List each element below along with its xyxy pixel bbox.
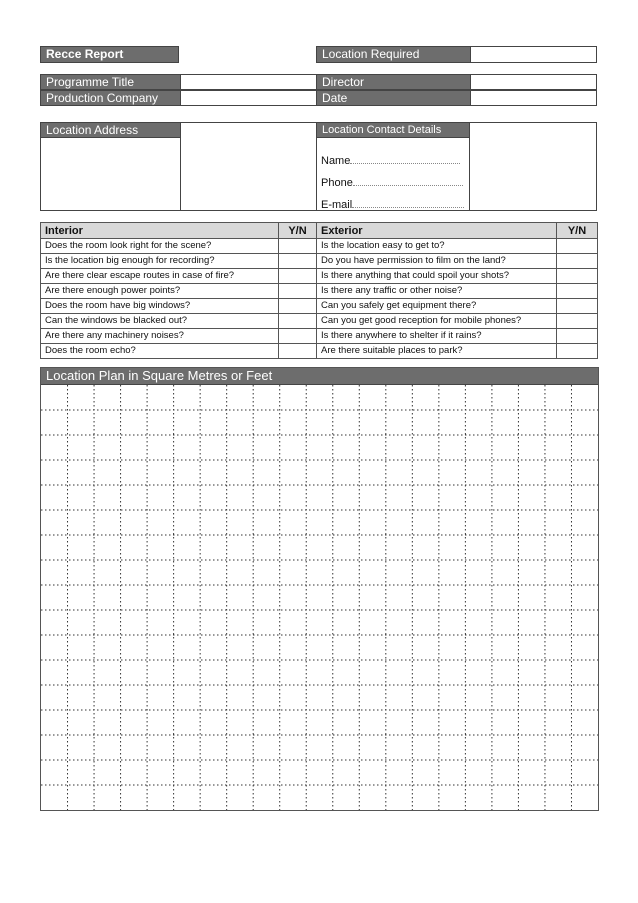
interior-header: Interior bbox=[41, 223, 279, 239]
interior-yn-cell[interactable] bbox=[279, 239, 317, 254]
email-field[interactable] bbox=[321, 198, 464, 211]
interior-yn-cell[interactable] bbox=[279, 254, 317, 269]
exterior-yn-cell[interactable] bbox=[557, 314, 598, 329]
interior-yn-cell[interactable] bbox=[279, 344, 317, 359]
exterior-yn-cell[interactable] bbox=[557, 299, 598, 314]
interior-yn-cell[interactable] bbox=[279, 329, 317, 344]
date-field[interactable] bbox=[470, 90, 597, 106]
exterior-question: Are there suitable places to park? bbox=[317, 344, 557, 359]
director-field[interactable] bbox=[470, 74, 597, 90]
exterior-yn-cell[interactable] bbox=[557, 284, 598, 299]
location-required-label: Location Required bbox=[316, 46, 471, 63]
interior-question: Can the windows be blacked out? bbox=[41, 314, 279, 329]
checklist-row bbox=[41, 284, 598, 299]
exterior-question: Is there anywhere to shelter if it rains? bbox=[317, 329, 557, 344]
exterior-question: Can you get good reception for mobile phones? bbox=[317, 314, 557, 329]
interior-yn-cell[interactable] bbox=[279, 269, 317, 284]
interior-question: Does the room echo? bbox=[41, 344, 279, 359]
checklist-row bbox=[41, 344, 598, 359]
exterior-question: Is the location easy to get to? bbox=[317, 239, 557, 254]
contact-left-border bbox=[316, 138, 317, 211]
name-label: Name bbox=[321, 155, 351, 167]
exterior-yn-cell[interactable] bbox=[557, 254, 598, 269]
interior-yn-cell[interactable] bbox=[279, 284, 317, 299]
exterior-question: Can you safely get equipment there? bbox=[317, 299, 557, 314]
date-label: Date bbox=[316, 90, 471, 106]
exterior-yn-header: Y/N bbox=[557, 223, 598, 239]
checklist-row bbox=[41, 269, 598, 284]
name-dotted-line bbox=[350, 154, 460, 164]
interior-question: Does the room have big windows? bbox=[41, 299, 279, 314]
email-dotted-line bbox=[352, 198, 464, 208]
interior-yn-cell[interactable] bbox=[279, 299, 317, 314]
checklist-row bbox=[41, 299, 598, 314]
exterior-yn-cell[interactable] bbox=[557, 239, 598, 254]
checklist-table bbox=[40, 222, 597, 359]
recce-report-label: Recce Report bbox=[40, 46, 179, 63]
exterior-question: Is there any traffic or other noise? bbox=[317, 284, 557, 299]
exterior-question: Is there anything that could spoil your shots? bbox=[317, 269, 557, 284]
interior-yn-header: Y/N bbox=[279, 223, 317, 239]
address-extra-field[interactable] bbox=[181, 122, 316, 211]
email-label: E-mail bbox=[321, 199, 353, 211]
interior-question: Are there any machinery noises? bbox=[41, 329, 279, 344]
location-contact-details-label: Location Contact Details bbox=[316, 122, 470, 138]
checklist-header-row bbox=[41, 223, 598, 239]
interior-question: Does the room look right for the scene? bbox=[41, 239, 279, 254]
checklist-row bbox=[41, 314, 598, 329]
checklist-row bbox=[41, 254, 598, 269]
location-plan-title: Location Plan in Square Metres or Feet bbox=[41, 368, 598, 385]
checklist-row bbox=[41, 239, 598, 254]
interior-question: Is the location big enough for recording? bbox=[41, 254, 279, 269]
exterior-yn-cell[interactable] bbox=[557, 329, 598, 344]
production-company-label: Production Company bbox=[40, 90, 181, 106]
interior-question: Are there clear escape routes in case of fire? bbox=[41, 269, 279, 284]
location-address-field[interactable] bbox=[40, 138, 181, 211]
exterior-yn-cell[interactable] bbox=[557, 269, 598, 284]
director-label: Director bbox=[316, 74, 471, 90]
phone-dotted-line bbox=[353, 176, 463, 186]
programme-title-field[interactable] bbox=[180, 74, 317, 90]
name-field[interactable] bbox=[321, 154, 460, 167]
exterior-question: Do you have permission to film on the land? bbox=[317, 254, 557, 269]
checklist-row bbox=[41, 329, 598, 344]
phone-field[interactable] bbox=[321, 176, 463, 189]
location-plan-grid[interactable] bbox=[41, 385, 598, 810]
location-address-label: Location Address bbox=[40, 122, 181, 138]
interior-yn-cell[interactable] bbox=[279, 314, 317, 329]
location-required-field[interactable] bbox=[470, 46, 597, 63]
exterior-yn-cell[interactable] bbox=[557, 344, 598, 359]
interior-question: Are there enough power points? bbox=[41, 284, 279, 299]
location-plan bbox=[40, 367, 599, 811]
production-company-field[interactable] bbox=[180, 90, 317, 106]
phone-label: Phone bbox=[321, 177, 353, 189]
programme-title-label: Programme Title bbox=[40, 74, 181, 90]
exterior-header: Exterior bbox=[317, 223, 557, 239]
